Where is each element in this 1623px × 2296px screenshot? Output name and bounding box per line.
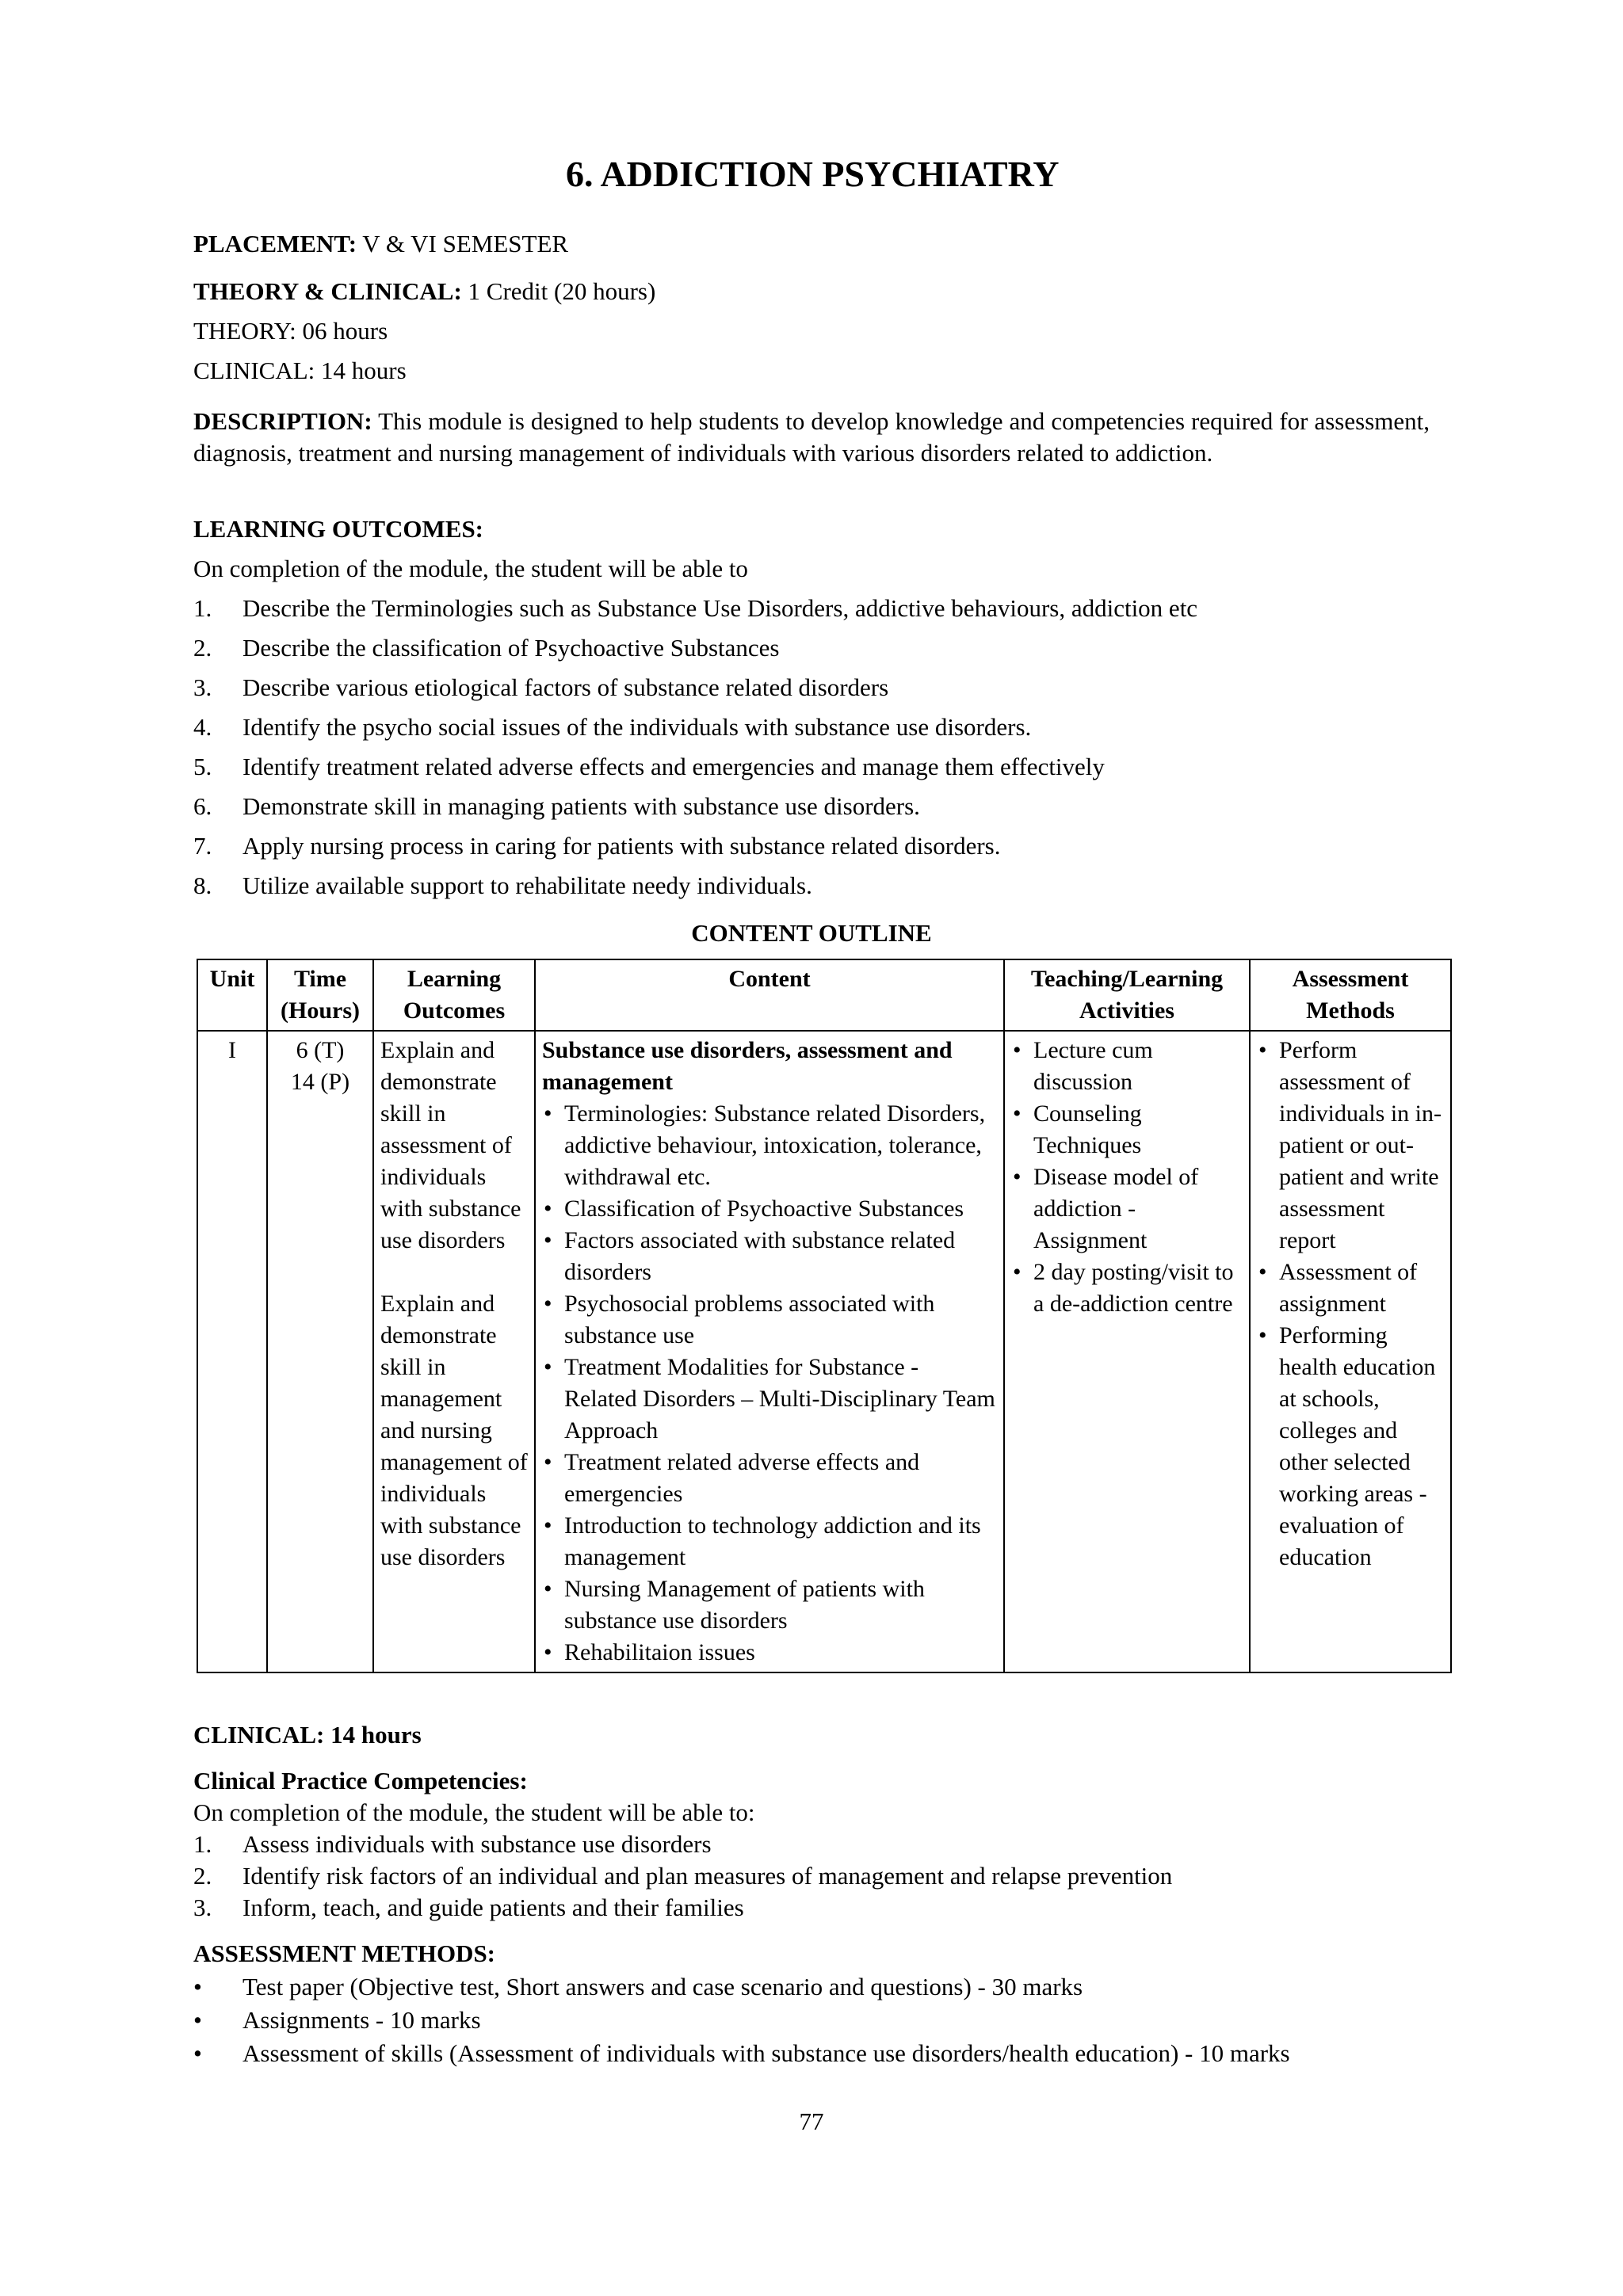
competency-item: 2. Identify risk factors of an individual and plan measures of management and relapse prevention: [193, 1862, 1173, 1890]
learning-outcome-item: 1. Describe the Terminologies such as Substance Use Disorders, addictive behaviours, addiction etc: [193, 594, 1198, 622]
learning-outcome-item: 7. Apply nursing process in caring for patients with substance related disorders.: [193, 832, 1001, 860]
placement-value: V & VI SEMESTER: [357, 230, 569, 257]
description: [193, 406, 1430, 470]
theory-hours: THEORY: 06 hours: [193, 317, 388, 345]
page-number: 77: [799, 2107, 824, 2135]
list-item: • Assignments - 10 marks: [193, 2006, 481, 2034]
learning-outcome-a: Explain and demonstrate skill in assessment of individuals with substance use disorders: [380, 1037, 521, 1253]
learning-outcome-item: 8. Utilize available support to rehabilitate needy individuals.: [193, 871, 812, 899]
page-title: 6. ADDICTION PSYCHIATRY: [566, 154, 1060, 194]
learning-outcome-item: 4. Identify the psycho social issues of the individuals with substance use disorders.: [193, 713, 1032, 741]
list-item: • Treatment Modalities for Substance - Related Disorders – Multi-Disciplinary Team Approach: [542, 1352, 997, 1447]
list-item: • Treatment related adverse effects and emergencies: [542, 1447, 997, 1510]
list-item: • Performing health education at schools, colleges and other selected working areas - evaluation of education: [1257, 1320, 1444, 1573]
header-learning-outcomes: Learning Outcomes: [373, 959, 535, 1031]
placement-line: [193, 228, 568, 260]
competency-item: 1. Assess individuals with substance use disorders: [193, 1830, 712, 1858]
description-label: DESCRIPTION:: [193, 407, 372, 435]
theory-clinical-label: THEORY & CLINICAL:: [193, 277, 462, 305]
list-item: • Assessment of skills (Assessment of individuals with substance use disorders/health education) - 10 marks: [193, 2039, 1290, 2067]
list-item: • Rehabilitaion issues: [542, 1637, 997, 1669]
cell-unit: I: [197, 1031, 267, 1672]
list-item: • Psychosocial problems associated with substance use: [542, 1288, 997, 1352]
content-list: [542, 1098, 997, 1669]
list-item: • Perform assessment of individuals in in-patient or out-patient and write assessment report: [1257, 1035, 1444, 1257]
theory-clinical-value: 1 Credit (20 hours): [461, 277, 656, 305]
learning-outcome-item: 6. Demonstrate skill in managing patients with substance use disorders.: [193, 792, 920, 820]
table-row: [197, 1031, 1451, 1672]
clinical-heading: CLINICAL: 14 hours: [193, 1721, 422, 1749]
cell-time: 6 (T) 14 (P): [267, 1031, 373, 1672]
list-item: • Classification of Psychoactive Substances: [542, 1193, 997, 1225]
learning-outcomes-heading: LEARNING OUTCOMES:: [193, 515, 484, 543]
header-assessment-methods: Assessment Methods: [1250, 959, 1451, 1031]
list-item: • 2 day posting/visit to a de-addiction centre: [1011, 1257, 1243, 1320]
list-item: • Disease model of addiction - Assignment: [1011, 1161, 1243, 1257]
learning-outcome-b: Explain and demonstrate skill in management and nursing management of individuals with substance use disorders: [380, 1291, 528, 1570]
content-outline-table: [197, 959, 1452, 1673]
list-item: • Terminologies: Substance related Disorders, addictive behaviour, intoxication, tolerance, withdrawal etc.: [542, 1098, 997, 1193]
list-item: • Test paper (Objective test, Short answers and case scenario and questions) - 30 marks: [193, 1973, 1083, 2000]
placement-label: PLACEMENT:: [193, 230, 357, 257]
learning-outcome-item: 3. Describe various etiological factors of substance related disorders: [193, 673, 889, 701]
table-header-row: [197, 959, 1451, 1031]
competencies-intro: On completion of the module, the student will be able to:: [193, 1798, 755, 1826]
cell-learning-outcomes: [373, 1031, 535, 1672]
description-text: This module is designed to help students to develop knowledge and competencies required for assessment, diagnosis, treatment and nursing management of individuals with various disorders related to addiction.: [193, 407, 1430, 467]
list-item: • Lecture cum discussion: [1011, 1035, 1243, 1098]
cell-teaching-learning: [1004, 1031, 1250, 1672]
theory-clinical-line: [193, 276, 655, 307]
list-item: • Nursing Management of patients with substance use disorders: [542, 1573, 997, 1637]
list-item: • Counseling Techniques: [1011, 1098, 1243, 1161]
clinical-hours: CLINICAL: 14 hours: [193, 357, 407, 384]
list-item: • Introduction to technology addiction and its management: [542, 1510, 997, 1573]
learning-outcome-item: 5. Identify treatment related adverse effects and emergencies and manage them effectively: [193, 753, 1105, 780]
competency-item: 3. Inform, teach, and guide patients and their families: [193, 1894, 744, 1921]
assessment-list: [1257, 1035, 1444, 1573]
assessment-methods-heading: ASSESSMENT METHODS:: [193, 1939, 496, 1967]
header-time: Time (Hours): [267, 959, 373, 1031]
content-outline-heading: CONTENT OUTLINE: [691, 919, 932, 947]
learning-outcome-item: 2. Describe the classification of Psychoactive Substances: [193, 634, 780, 662]
header-content: Content: [535, 959, 1004, 1031]
competencies-heading: Clinical Practice Competencies:: [193, 1767, 528, 1794]
header-teaching-learning: Teaching/Learning Activities: [1004, 959, 1250, 1031]
header-unit: Unit: [197, 959, 267, 1031]
list-item: • Assessment of assignment: [1257, 1257, 1444, 1320]
list-item: • Factors associated with substance related disorders: [542, 1225, 997, 1288]
learning-outcomes-intro: On completion of the module, the student will be able to: [193, 555, 748, 582]
cell-content: [535, 1031, 1004, 1672]
teaching-list: [1011, 1035, 1243, 1320]
content-title: Substance use disorders, assessment and management: [542, 1037, 953, 1095]
cell-assessment-methods: [1250, 1031, 1451, 1672]
